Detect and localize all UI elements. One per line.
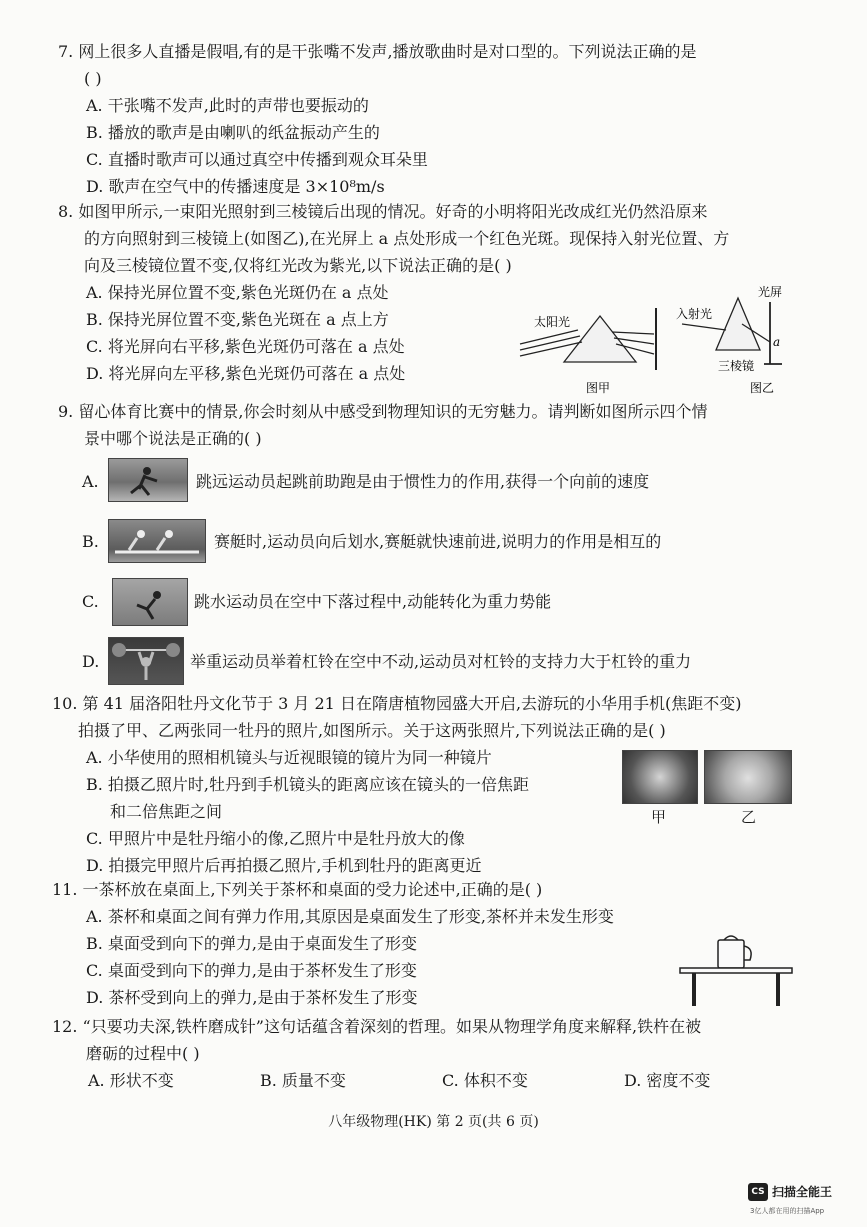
option-a: A. 保持光屏位置不变,紫色光斑仍在 a 点处 [86, 283, 389, 302]
screen-label: 光屏 [758, 285, 783, 299]
option-b: B. 拍摄乙照片时,牡丹到手机镜头的距离应该在镜头的一倍焦距 [86, 775, 530, 794]
peony-photo-jia [622, 750, 698, 804]
option-d: D. 歌声在空气中的传播速度是 3×10⁸m/s [86, 177, 385, 196]
diving-photo [112, 578, 188, 626]
page-footer: 八年级物理(HK) 第 2 页(共 6 页) [328, 1114, 539, 1130]
weightlifter-icon [109, 638, 183, 684]
weightlifting-photo [108, 637, 184, 685]
question-12-line-2: 磨砺的过程中( ) [86, 1044, 200, 1063]
option-b-text: 赛艇时,运动员向后划水,赛艇就快速前进,说明力的作用是相互的 [214, 532, 662, 551]
option-d-letter: D. [82, 652, 100, 671]
option-c-text: 跳水运动员在空中下落过程中,动能转化为重力势能 [194, 592, 552, 611]
long-jump-photo [108, 458, 188, 502]
diver-icon [113, 579, 187, 625]
option-b: B. 质量不变 [260, 1071, 346, 1090]
question-8-line-2: 的方向照射到三棱镜上(如图乙),在光屏上 a 点处形成一个红色光斑。现保持入射光位置、方 [84, 229, 730, 248]
option-c: C. 甲照片中是牡丹缩小的像,乙照片中是牡丹放大的像 [86, 829, 465, 848]
option-a-letter: A. [82, 472, 99, 491]
question-12-line-1: 12. “只要功夫深,铁杵磨成针”这句话蕴含着深刻的哲理。如果从物理学角度来解释,铁杵在被 [52, 1017, 702, 1036]
watermark-subtitle: 3亿人都在用的扫描App [750, 1207, 825, 1215]
option-a: A. 小华使用的照相机镜头与近视眼镜的镜片为同一种镜片 [86, 748, 492, 767]
rowing-photo [108, 519, 206, 563]
figure-yi-prism-screen [672, 282, 802, 400]
option-b: B. 播放的歌声是由喇叭的纸盆振动产生的 [86, 123, 380, 142]
answer-bracket: ( ) [84, 69, 102, 88]
photo-jia-label: 甲 [651, 808, 667, 826]
option-b: B. 桌面受到向下的弹力,是由于桌面发生了形变 [86, 934, 418, 953]
photo-yi-label: 乙 [741, 808, 757, 826]
question-8-line-1: 8. 如图甲所示,一束阳光照射到三棱镜后出现的情况。好奇的小明将阳光改成红光仍然沿原来 [58, 202, 708, 221]
point-a-label: a [773, 335, 781, 349]
option-c: C. 桌面受到向下的弹力,是由于茶杯发生了形变 [86, 961, 417, 980]
option-b: B. 保持光屏位置不变,紫色光斑在 a 点上方 [86, 310, 389, 329]
option-c: C. 直播时歌声可以通过真空中传播到观众耳朵里 [86, 150, 428, 169]
teacup-on-table-figure [678, 930, 796, 1010]
athlete-icon [109, 459, 187, 501]
option-d-text: 举重运动员举着杠铃在空中不动,运动员对杠铃的支持力大于杠铃的重力 [190, 652, 692, 671]
option-d: D. 茶杯受到向上的弹力,是由于茶杯发生了形变 [86, 988, 418, 1007]
option-b-continued: 和二倍焦距之间 [110, 802, 223, 821]
option-b-letter: B. [82, 532, 99, 551]
option-a: A. 茶杯和桌面之间有弹力作用,其原因是桌面发生了形变,茶杯并未发生形变 [86, 907, 614, 926]
question-9 [58, 398, 818, 452]
question-11-stem: 11. 一茶杯放在桌面上,下列关于茶杯和桌面的受力论述中,正确的是( ) [52, 880, 543, 899]
figure-jia-prism-sunlight [512, 300, 672, 400]
incident-light-label: 入射光 [676, 307, 713, 321]
prism-label: 三棱镜 [718, 359, 755, 373]
option-c: C. 将光屏向右平移,紫色光斑仍可落在 a 点处 [86, 337, 405, 356]
option-a: A. 形状不变 [88, 1071, 174, 1090]
question-10-line-1: 10. 第 41 届洛阳牡丹文化节于 3 月 21 日在隋唐植物园盛大开启,去游玩的小华用手机(焦距不变) [52, 694, 742, 713]
option-c-letter: C. [82, 592, 99, 611]
figure-yi-caption: 图乙 [750, 381, 775, 395]
peony-photo-yi [704, 750, 792, 804]
question-10-line-2: 拍摄了甲、乙两张同一牡丹的照片,如图所示。关于这两张照片,下列说法正确的是( ) [78, 721, 666, 740]
option-d: D. 拍摄完甲照片后再拍摄乙照片,手机到牡丹的距离更近 [86, 856, 482, 875]
camscanner-logo-icon: CS [748, 1183, 768, 1201]
watermark-title: 扫描全能王 [772, 1185, 833, 1199]
option-d: D. 将光屏向左平移,紫色光斑仍可落在 a 点处 [86, 364, 406, 383]
question-12 [52, 1013, 812, 1067]
sun-light-label: 太阳光 [534, 315, 571, 329]
option-d: D. 密度不变 [624, 1071, 711, 1090]
option-a-text: 跳远运动员起跳前助跑是由于惯性力的作用,获得一个向前的速度 [196, 472, 650, 491]
question-9-line-2: 景中哪个说法是正确的( ) [84, 429, 262, 448]
figure-jia-caption: 图甲 [586, 381, 611, 395]
question-10 [52, 690, 812, 879]
question-8-line-3: 向及三棱镜位置不变,仅将红光改为紫光,以下说法正确的是( ) [84, 256, 512, 275]
option-c: C. 体积不变 [442, 1071, 528, 1090]
question-9-line-1: 9. 留心体育比赛中的情景,你会时刻从中感受到物理知识的无穷魅力。请判断如图所示四个情 [58, 402, 708, 421]
rowers-icon [109, 520, 205, 562]
question-7-stem: 7. 网上很多人直播是假唱,有的是干张嘴不发声,播放歌曲时是对口型的。下列说法正确的是 [58, 42, 697, 61]
question-7 [58, 38, 818, 200]
scanner-watermark [748, 1178, 863, 1222]
option-a: A. 干张嘴不发声,此时的声带也要振动的 [86, 96, 369, 115]
